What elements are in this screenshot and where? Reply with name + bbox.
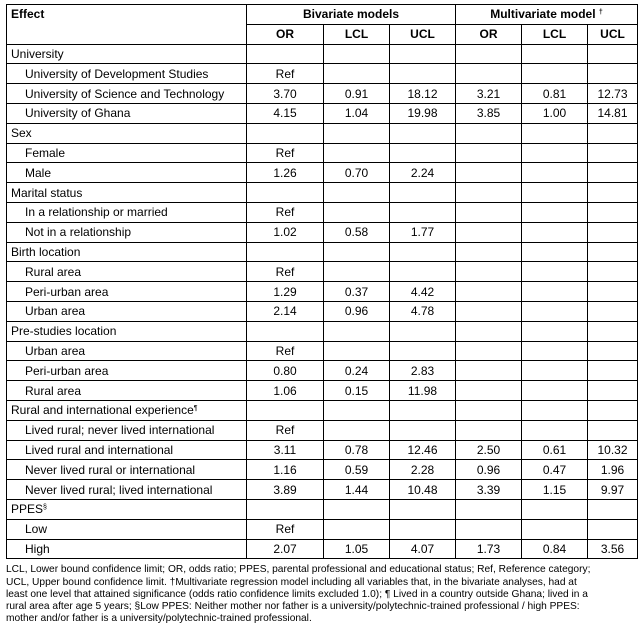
table-footnote: LCL, Lower bound confidence limit; OR, odds ratio; PPES, parental professional and educational status; Ref, Reference category; UCL, Upper bound confidence limit. †Multivariate regression model including all variables that, in the bivariate analyses, had at least one level that attained significance (odds ratio confidence limits excluded 1.0); ¶ Lived in a country outside Ghana; lived in a rural area after age 5 years; §Low PPES: Neither mother nor father is a university/polytechnic-trained professional / high PPES: mother and/or father is a university/polytechnic-trained professional. xyxy=(6,564,591,625)
value-cell: 0.70 xyxy=(324,163,390,183)
group-label-text: Rural and international experience xyxy=(11,403,194,418)
empty-cell xyxy=(247,123,324,143)
empty-cell xyxy=(588,183,638,203)
value-cell: 1.26 xyxy=(247,163,324,183)
empty-cell xyxy=(588,400,638,420)
value-cell xyxy=(456,143,522,163)
table-row xyxy=(7,84,638,104)
table-row xyxy=(7,222,638,242)
row-label: Lived rural; never lived international xyxy=(7,420,247,440)
value-cell: 0.81 xyxy=(522,84,588,104)
value-cell: 0.37 xyxy=(324,282,390,302)
group-label xyxy=(7,183,247,203)
value-cell: 11.98 xyxy=(390,381,456,401)
table-row xyxy=(7,420,638,440)
table-row xyxy=(7,143,638,163)
group-row xyxy=(7,400,638,420)
group-label-text: Marital status xyxy=(11,185,83,200)
table-row xyxy=(7,202,638,222)
value-cell xyxy=(588,381,638,401)
value-cell: 19.98 xyxy=(390,103,456,123)
value-cell xyxy=(456,381,522,401)
value-cell: 0.78 xyxy=(324,440,390,460)
table-row xyxy=(7,539,638,559)
row-label: Never lived rural or international xyxy=(7,460,247,480)
col-header-ucl: UCL xyxy=(588,24,638,44)
value-cell: 2.14 xyxy=(247,301,324,321)
value-cell: 1.00 xyxy=(522,103,588,123)
empty-cell xyxy=(522,242,588,262)
empty-cell xyxy=(247,242,324,262)
group-label xyxy=(7,321,247,341)
table-row xyxy=(7,282,638,302)
empty-cell xyxy=(522,499,588,519)
empty-cell xyxy=(390,44,456,64)
row-label: High xyxy=(7,539,247,559)
value-cell: 0.15 xyxy=(324,381,390,401)
table-row xyxy=(7,262,638,282)
value-cell: 1.96 xyxy=(588,460,638,480)
value-cell: 0.24 xyxy=(324,361,390,381)
empty-cell xyxy=(588,321,638,341)
value-cell xyxy=(522,222,588,242)
empty-cell xyxy=(247,44,324,64)
value-cell xyxy=(588,64,638,84)
value-cell: 3.70 xyxy=(247,84,324,104)
table-row xyxy=(7,440,638,460)
table-row xyxy=(7,341,638,361)
empty-cell xyxy=(456,183,522,203)
row-label: Low xyxy=(7,519,247,539)
value-cell xyxy=(588,202,638,222)
group-label xyxy=(7,499,247,519)
empty-cell xyxy=(588,499,638,519)
empty-cell xyxy=(247,183,324,203)
value-cell: 2.07 xyxy=(247,539,324,559)
bivariate-header: Bivariate models xyxy=(247,5,456,25)
value-cell: 0.91 xyxy=(324,84,390,104)
group-label-text: Pre-studies location xyxy=(11,324,117,339)
value-cell xyxy=(324,420,390,440)
value-cell: 14.81 xyxy=(588,103,638,123)
row-label: Urban area xyxy=(7,301,247,321)
value-cell xyxy=(456,361,522,381)
value-cell: 1.15 xyxy=(522,480,588,500)
group-row xyxy=(7,242,638,262)
table-row xyxy=(7,361,638,381)
group-row xyxy=(7,44,638,64)
empty-cell xyxy=(390,242,456,262)
value-cell xyxy=(324,262,390,282)
value-cell xyxy=(456,163,522,183)
value-cell: 10.48 xyxy=(390,480,456,500)
row-label: Not in a relationship xyxy=(7,222,247,242)
value-cell: 3.21 xyxy=(456,84,522,104)
value-cell: 12.73 xyxy=(588,84,638,104)
value-cell: 1.06 xyxy=(247,381,324,401)
value-cell: 2.24 xyxy=(390,163,456,183)
col-header-or: OR xyxy=(247,24,324,44)
value-cell: 0.59 xyxy=(324,460,390,480)
value-cell xyxy=(324,519,390,539)
value-cell xyxy=(588,301,638,321)
col-header-lcl: LCL xyxy=(522,24,588,44)
value-cell xyxy=(522,282,588,302)
value-cell xyxy=(324,143,390,163)
row-label: Peri-urban area xyxy=(7,282,247,302)
row-label: Never lived rural; lived international xyxy=(7,480,247,500)
empty-cell xyxy=(390,499,456,519)
table-row xyxy=(7,301,638,321)
value-cell: 1.04 xyxy=(324,103,390,123)
empty-cell xyxy=(390,321,456,341)
value-cell xyxy=(588,282,638,302)
row-label: Peri-urban area xyxy=(7,361,247,381)
empty-cell xyxy=(247,400,324,420)
value-cell xyxy=(456,282,522,302)
row-label: In a relationship or married xyxy=(7,202,247,222)
odds-ratio-table xyxy=(6,4,638,559)
value-cell: 1.16 xyxy=(247,460,324,480)
empty-cell xyxy=(324,183,390,203)
value-cell xyxy=(522,64,588,84)
value-cell: 1.02 xyxy=(247,222,324,242)
value-cell xyxy=(588,163,638,183)
group-row xyxy=(7,499,638,519)
value-cell xyxy=(390,143,456,163)
value-cell xyxy=(456,341,522,361)
empty-cell xyxy=(247,321,324,341)
value-cell xyxy=(456,64,522,84)
value-cell: 3.56 xyxy=(588,539,638,559)
table-row xyxy=(7,381,638,401)
row-label: Urban area xyxy=(7,341,247,361)
value-cell xyxy=(390,420,456,440)
row-label: Female xyxy=(7,143,247,163)
group-footnote-mark: § xyxy=(43,504,47,512)
empty-cell xyxy=(324,499,390,519)
row-label: University of Ghana xyxy=(7,103,247,123)
value-cell: Ref xyxy=(247,143,324,163)
value-cell xyxy=(588,519,638,539)
empty-cell xyxy=(456,321,522,341)
value-cell xyxy=(390,262,456,282)
value-cell xyxy=(522,163,588,183)
empty-cell xyxy=(324,123,390,143)
value-cell: Ref xyxy=(247,262,324,282)
empty-cell xyxy=(522,321,588,341)
value-cell xyxy=(324,64,390,84)
table-row xyxy=(7,163,638,183)
value-cell: 1.77 xyxy=(390,222,456,242)
group-label xyxy=(7,400,247,420)
row-label: Rural area xyxy=(7,381,247,401)
group-label-text: Birth location xyxy=(11,244,81,259)
results-table-container xyxy=(6,4,637,625)
empty-cell xyxy=(456,123,522,143)
empty-cell xyxy=(588,123,638,143)
value-cell xyxy=(456,262,522,282)
empty-cell xyxy=(324,321,390,341)
value-cell: 10.32 xyxy=(588,440,638,460)
table-row xyxy=(7,103,638,123)
value-cell xyxy=(456,222,522,242)
table-row xyxy=(7,460,638,480)
value-cell: 0.80 xyxy=(247,361,324,381)
value-cell xyxy=(522,420,588,440)
value-cell: 0.96 xyxy=(324,301,390,321)
empty-cell xyxy=(456,44,522,64)
value-cell: 0.58 xyxy=(324,222,390,242)
value-cell: Ref xyxy=(247,420,324,440)
table-body xyxy=(7,44,638,559)
value-cell xyxy=(522,361,588,381)
value-cell: 1.73 xyxy=(456,539,522,559)
row-label: University of Science and Technology xyxy=(7,84,247,104)
value-cell xyxy=(456,202,522,222)
value-cell: 2.83 xyxy=(390,361,456,381)
value-cell xyxy=(522,381,588,401)
value-cell xyxy=(456,301,522,321)
row-label: University of Development Studies xyxy=(7,64,247,84)
value-cell xyxy=(588,222,638,242)
value-cell xyxy=(522,341,588,361)
table-row xyxy=(7,64,638,84)
empty-cell xyxy=(390,183,456,203)
empty-cell xyxy=(324,242,390,262)
value-cell xyxy=(522,519,588,539)
empty-cell xyxy=(247,499,324,519)
effect-header: Effect xyxy=(7,5,247,45)
value-cell: 12.46 xyxy=(390,440,456,460)
value-cell: Ref xyxy=(247,64,324,84)
value-cell: 2.28 xyxy=(390,460,456,480)
empty-cell xyxy=(456,499,522,519)
value-cell: 0.47 xyxy=(522,460,588,480)
value-cell: 1.05 xyxy=(324,539,390,559)
value-cell xyxy=(390,341,456,361)
value-cell xyxy=(390,202,456,222)
empty-cell xyxy=(588,242,638,262)
row-label: Male xyxy=(7,163,247,183)
value-cell: 9.97 xyxy=(588,480,638,500)
value-cell xyxy=(390,64,456,84)
group-label xyxy=(7,44,247,64)
value-cell xyxy=(522,301,588,321)
row-label: Rural area xyxy=(7,262,247,282)
value-cell xyxy=(522,202,588,222)
col-header-lcl: LCL xyxy=(324,24,390,44)
table-row xyxy=(7,519,638,539)
value-cell: 0.61 xyxy=(522,440,588,460)
group-label-text: University xyxy=(11,46,64,61)
value-cell: 3.11 xyxy=(247,440,324,460)
value-cell xyxy=(324,341,390,361)
multivariate-footnote-mark: † xyxy=(598,9,603,17)
row-label: Lived rural and international xyxy=(7,440,247,460)
value-cell xyxy=(456,420,522,440)
value-cell xyxy=(588,420,638,440)
multivariate-header-label: Multivariate model xyxy=(490,7,596,22)
group-footnote-mark: ¶ xyxy=(193,405,198,413)
empty-cell xyxy=(324,44,390,64)
value-cell: 2.50 xyxy=(456,440,522,460)
empty-cell xyxy=(390,123,456,143)
value-cell xyxy=(324,202,390,222)
group-row xyxy=(7,123,638,143)
empty-cell xyxy=(522,400,588,420)
value-cell: 4.07 xyxy=(390,539,456,559)
value-cell: 0.84 xyxy=(522,539,588,559)
value-cell xyxy=(588,341,638,361)
value-cell xyxy=(522,143,588,163)
value-cell: 1.44 xyxy=(324,480,390,500)
group-label xyxy=(7,242,247,262)
empty-cell xyxy=(588,44,638,64)
value-cell: Ref xyxy=(247,202,324,222)
value-cell xyxy=(522,262,588,282)
header-row-groups xyxy=(7,5,638,25)
value-cell: 3.85 xyxy=(456,103,522,123)
value-cell xyxy=(588,143,638,163)
value-cell: 18.12 xyxy=(390,84,456,104)
value-cell: 4.78 xyxy=(390,301,456,321)
value-cell: 3.89 xyxy=(247,480,324,500)
col-header-or: OR xyxy=(456,24,522,44)
empty-cell xyxy=(456,400,522,420)
value-cell: 4.42 xyxy=(390,282,456,302)
value-cell: 1.29 xyxy=(247,282,324,302)
group-row xyxy=(7,183,638,203)
value-cell xyxy=(588,262,638,282)
empty-cell xyxy=(390,400,456,420)
empty-cell xyxy=(522,183,588,203)
value-cell: Ref xyxy=(247,341,324,361)
empty-cell xyxy=(324,400,390,420)
empty-cell xyxy=(456,242,522,262)
value-cell: Ref xyxy=(247,519,324,539)
group-row xyxy=(7,321,638,341)
group-label-text: Sex xyxy=(11,126,32,141)
group-label xyxy=(7,123,247,143)
group-label-text: PPES xyxy=(11,502,44,517)
col-header-ucl: UCL xyxy=(390,24,456,44)
empty-cell xyxy=(522,123,588,143)
value-cell xyxy=(390,519,456,539)
value-cell: 3.39 xyxy=(456,480,522,500)
value-cell: 0.96 xyxy=(456,460,522,480)
empty-cell xyxy=(522,44,588,64)
table-row xyxy=(7,480,638,500)
value-cell xyxy=(456,519,522,539)
multivariate-header xyxy=(456,5,638,25)
value-cell xyxy=(588,361,638,381)
value-cell: 4.15 xyxy=(247,103,324,123)
